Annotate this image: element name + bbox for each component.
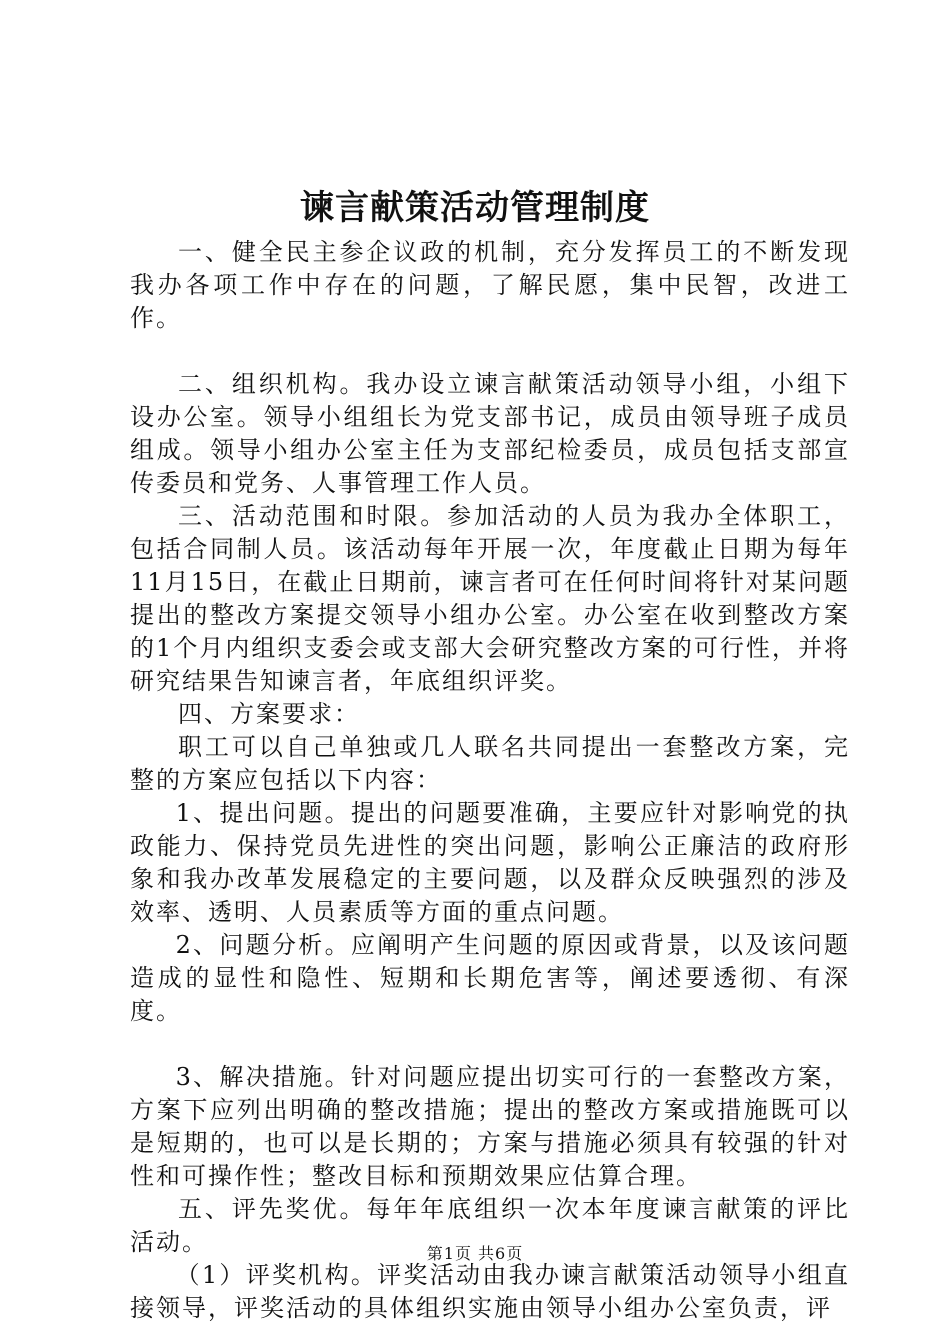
paragraph-3: 三、活动范围和时限。参加活动的人员为我办全体职工，包括合同制人员。该活动每年开展一次，年度截止日期为每年11月15日，在截止日期前，谏言者可在任何时间将针对某问题提出的整改方案提交领导小组办公室。办公室在收到整改方案的1个月内组织支委会或支部大会研究整改方案的可行性，并将研究结果告知谏言者，年底组织评奖。	[130, 502, 850, 695]
paragraph-4: 四、方案要求：	[178, 700, 360, 728]
paragraph-8: 3、解决措施。针对问题应提出切实可行的一套整改方案，方案下应列出明确的整改措施；提出的整改方案或措施既可以是短期的，也可以是长期的；方案与措施必须具有较强的针对性和可操作性；整改目标和预期效果应估算合理。	[130, 1063, 850, 1190]
page-footer: 第1页 共6页	[426, 1244, 524, 1263]
paragraph-7: 2、问题分析。应阐明产生问题的原因或背景，以及该问题造成的显性和隐性、短期和长期危害等，阐述要透彻、有深度。	[130, 931, 850, 1025]
paragraph-6: 1、提出问题。提出的问题要准确，主要应针对影响党的执政能力、保持党员先进性的突出问题，影响公正廉洁的政府形象和我办改革发展稳定的主要问题，以及群众反映强烈的涉及效率、透明、人员素质等方面的重点问题。	[130, 799, 850, 926]
document-title: 谏言献策活动管理制度	[300, 188, 650, 228]
paragraph-10: （1）评奖机构。评奖活动由我办谏言献策活动领导小组直接领导，评奖活动的具体组织实施由领导小组办公室负责，评	[130, 1261, 850, 1322]
document-body	[130, 236, 850, 1325]
paragraph-2: 二、组织机构。我办设立谏言献策活动领导小组，小组下设办公室。领导小组组长为党支部书记，成员由领导班子成员组成。领导小组办公室主任为支部纪检委员，成员包括支部宣传委员和党务、人事管理工作人员。	[130, 370, 850, 497]
paragraph-5: 职工可以自己单独或几人联名共同提出一套整改方案，完整的方案应包括以下内容：	[130, 733, 850, 794]
paragraph-1: 一、健全民主参企议政的机制，充分发挥员工的不断发现我办各项工作中存在的问题，了解民愿，集中民智，改进工作。	[130, 238, 850, 332]
paragraph-9: 五、评先奖优。每年年底组织一次本年度谏言献策的评比活动。	[130, 1195, 850, 1256]
